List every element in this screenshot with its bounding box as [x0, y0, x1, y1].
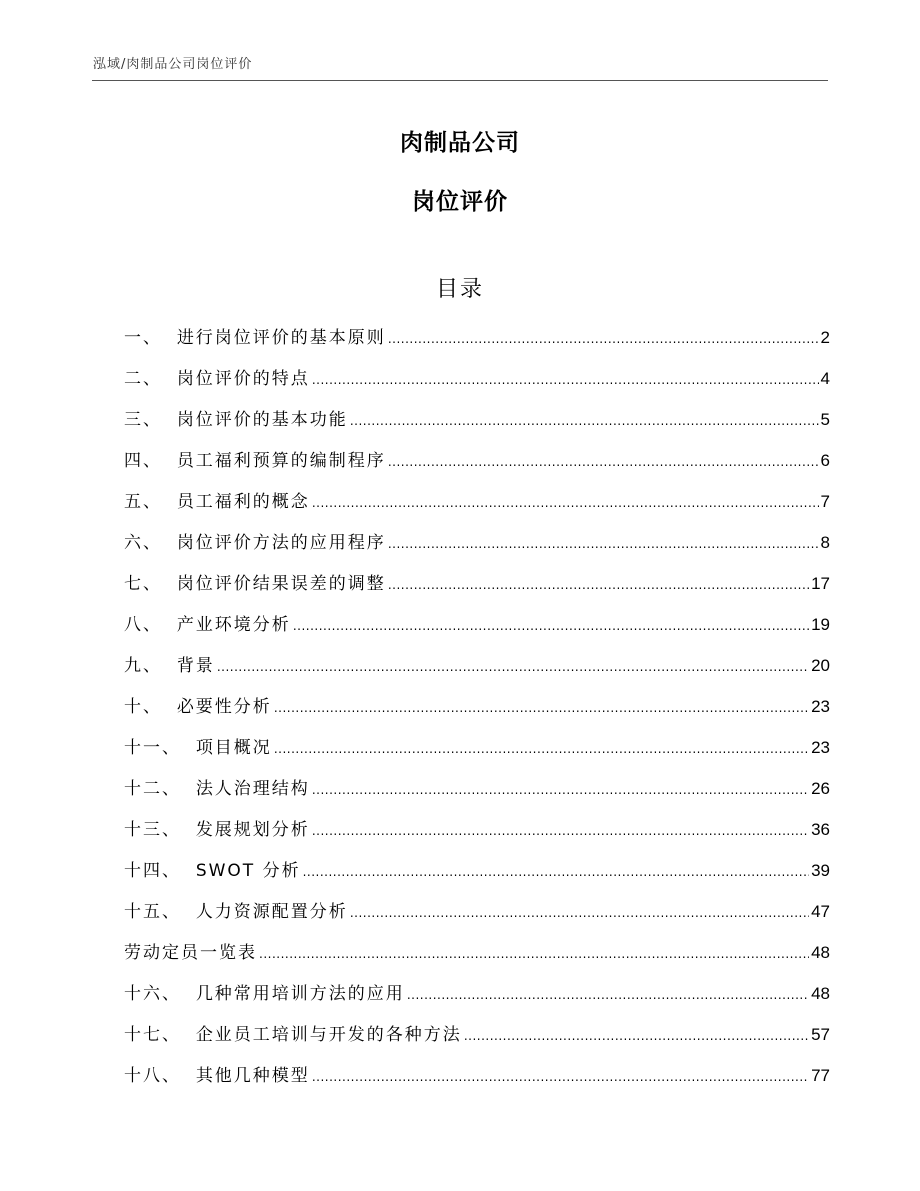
toc-entry-title: 进行岗位评价的基本原则 [176, 328, 386, 348]
toc-entry-number: 十六、 [124, 984, 196, 1004]
toc-entry[interactable] [124, 938, 830, 979]
toc-entry[interactable] [124, 528, 830, 569]
toc-entry-title: 人力资源配置分析 [195, 902, 348, 922]
toc-dot-leader [312, 816, 809, 846]
toc-entry-number: 十七、 [124, 1025, 196, 1045]
toc-entry[interactable] [124, 364, 830, 405]
toc-entry-page: 47 [811, 902, 830, 921]
toc-entry[interactable] [124, 446, 830, 487]
toc-entry-number: 九、 [124, 656, 177, 676]
toc-entry-number: 五、 [124, 492, 177, 512]
toc-entry[interactable] [124, 856, 830, 897]
toc-entry[interactable] [124, 651, 830, 692]
toc-entry-title: 其他几种模型 [195, 1066, 310, 1086]
header-divider [92, 80, 828, 81]
toc-dot-leader [388, 570, 809, 600]
toc-dot-leader [293, 611, 809, 641]
toc-entry[interactable] [124, 774, 830, 815]
table-of-contents [124, 323, 830, 1102]
toc-entry-title: 发展规划分析 [195, 820, 310, 840]
toc-entry[interactable] [124, 487, 830, 528]
toc-dot-leader [388, 324, 819, 354]
toc-entry-number: 八、 [124, 615, 177, 635]
toc-entry-number: 一、 [124, 328, 177, 348]
toc-entry-page: 36 [811, 820, 830, 839]
toc-entry-title: 劳动定员一览表 [124, 943, 257, 963]
running-header: 泓域/肉制品公司岗位评价 [93, 57, 253, 72]
toc-entry[interactable] [124, 610, 830, 651]
toc-entry-number: 二、 [124, 369, 177, 389]
toc-entry-number: 六、 [124, 533, 177, 553]
toc-entry-page: 6 [820, 451, 830, 470]
toc-entry-page: 4 [820, 369, 830, 388]
toc-dot-leader [274, 734, 809, 764]
toc-dot-leader [312, 488, 819, 518]
toc-entry-number: 十三、 [124, 820, 196, 840]
toc-entry-page: 7 [820, 492, 830, 511]
toc-entry[interactable] [124, 569, 830, 610]
document-subtitle: 岗位评价 [412, 189, 508, 215]
toc-entry-title: 必要性分析 [176, 697, 272, 717]
toc-dot-leader [312, 1062, 809, 1092]
toc-dot-leader [312, 365, 819, 395]
toc-entry-page: 48 [811, 943, 830, 962]
toc-entry-title: 几种常用培训方法的应用 [195, 984, 405, 1004]
toc-dot-leader [274, 693, 809, 723]
toc-entry-page: 26 [811, 779, 830, 798]
toc-entry-page: 77 [811, 1066, 830, 1085]
toc-entry-title: 员工福利的概念 [176, 492, 310, 512]
toc-dot-leader [407, 980, 809, 1010]
toc-entry[interactable] [124, 405, 830, 446]
toc-entry[interactable] [124, 815, 830, 856]
toc-dot-leader [388, 529, 819, 559]
toc-entry-page: 17 [811, 574, 830, 593]
toc-entry-title: 背景 [176, 656, 215, 676]
toc-entry-title: 法人治理结构 [195, 779, 310, 799]
toc-entry-page: 20 [811, 656, 830, 675]
toc-entry[interactable] [124, 897, 830, 938]
toc-entry[interactable] [124, 733, 830, 774]
toc-dot-leader [388, 447, 819, 477]
toc-entry-number: 十、 [124, 697, 177, 717]
toc-entry-number: 三、 [124, 410, 177, 430]
toc-dot-leader [217, 652, 809, 682]
toc-entry-title: 岗位评价的特点 [176, 369, 310, 389]
toc-entry-title: 岗位评价结果误差的调整 [176, 574, 386, 594]
toc-entry[interactable] [124, 979, 830, 1020]
toc-entry[interactable] [124, 692, 830, 733]
toc-entry-page: 23 [811, 697, 830, 716]
toc-entry-number: 十一、 [124, 738, 196, 758]
toc-dot-leader [312, 775, 809, 805]
toc-entry-title: 项目概况 [195, 738, 272, 758]
toc-entry[interactable] [124, 1061, 830, 1102]
toc-entry-title: 员工福利预算的编制程序 [176, 451, 386, 471]
toc-entry-number: 七、 [124, 574, 177, 594]
toc-entry-title: 企业员工培训与开发的各种方法 [195, 1025, 462, 1045]
toc-entry-page: 19 [811, 615, 830, 634]
toc-entry-title: 产业环境分析 [176, 615, 291, 635]
toc-entry-title: 岗位评价方法的应用程序 [176, 533, 386, 553]
toc-entry-page: 39 [811, 861, 830, 880]
toc-entry-title: 岗位评价的基本功能 [176, 410, 348, 430]
toc-entry[interactable] [124, 1020, 830, 1061]
toc-entry-number: 十二、 [124, 779, 196, 799]
toc-entry-number: 十五、 [124, 902, 196, 922]
toc-dot-leader [303, 857, 809, 887]
document-title: 肉制品公司 [400, 130, 520, 156]
toc-heading: 目录 [435, 277, 484, 302]
toc-entry-page: 57 [811, 1025, 830, 1044]
toc-dot-leader [350, 406, 819, 436]
toc-entry-number: 四、 [124, 451, 177, 471]
toc-dot-leader [350, 898, 809, 928]
toc-dot-leader [259, 939, 809, 969]
toc-entry-number: 十八、 [124, 1066, 196, 1086]
toc-entry-title: SWOT 分析 [195, 861, 301, 881]
toc-entry-page: 2 [820, 328, 830, 347]
toc-entry-page: 5 [820, 410, 830, 429]
toc-entry-page: 23 [811, 738, 830, 757]
toc-entry-page: 48 [811, 984, 830, 1003]
toc-entry-page: 8 [820, 533, 830, 552]
toc-entry-number: 十四、 [124, 861, 196, 881]
toc-dot-leader [464, 1021, 809, 1051]
toc-entry[interactable] [124, 323, 830, 364]
